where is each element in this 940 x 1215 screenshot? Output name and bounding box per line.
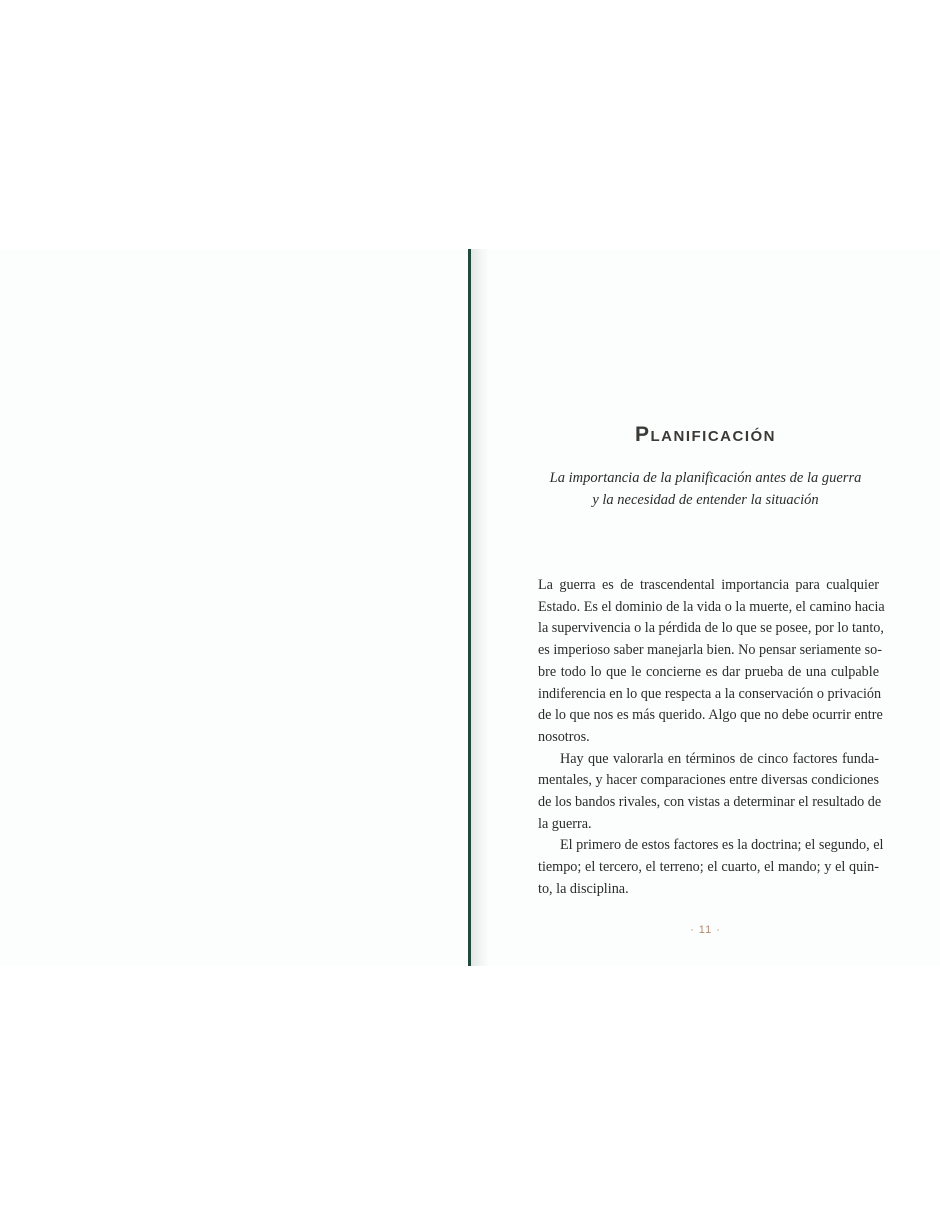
text-line: mentales, y hacer comparaciones entre diversas condiciones bbox=[538, 772, 879, 789]
text-line: to, la disciplina. bbox=[538, 880, 629, 897]
text-line: Estado. Es el dominio de la vida o la muerte, el camino hacia bbox=[538, 598, 885, 615]
text-line: La guerra es de trascendental importancia para cualquier bbox=[538, 577, 879, 593]
text-line: la guerra. bbox=[538, 815, 592, 832]
text-line: indiferencia en lo que respecta a la conservación o privación bbox=[538, 685, 882, 702]
subtitle-line: y la necesidad de entender la situación bbox=[592, 492, 819, 508]
text-line: la supervivencia o la pérdida de lo que se posee, por lo tanto, bbox=[538, 620, 884, 637]
text-line: tiempo; el tercero, el terreno; el cuarto, el mando; y el quin- bbox=[538, 859, 879, 876]
text-line: de lo que nos es más querido. Algo que no debe ocurrir entre bbox=[538, 707, 883, 724]
left-page-blank bbox=[0, 249, 468, 966]
chapter-subtitle bbox=[471, 467, 940, 511]
text-line: El primero de estos factores es la doctrina; el segundo, el bbox=[560, 837, 884, 854]
text-line: nosotros. bbox=[538, 728, 590, 745]
subtitle-line: La importancia de la planificación antes de la guerra bbox=[549, 470, 862, 486]
text-line: bre todo lo que le concierne es dar prueba de una culpable bbox=[538, 663, 879, 680]
text-line: Hay que valorarla en términos de cinco factores funda- bbox=[560, 750, 879, 767]
chapter-title: Planificación bbox=[635, 423, 776, 446]
right-page bbox=[471, 249, 940, 966]
book-spread bbox=[0, 249, 940, 966]
text-line: es imperioso saber manejarla bien. No pensar seriamente so- bbox=[538, 642, 882, 659]
page-number: · 11 · bbox=[690, 924, 721, 936]
body-text bbox=[538, 575, 885, 901]
text-line: de los bandos rivales, con vistas a determinar el resultado de bbox=[538, 794, 882, 811]
